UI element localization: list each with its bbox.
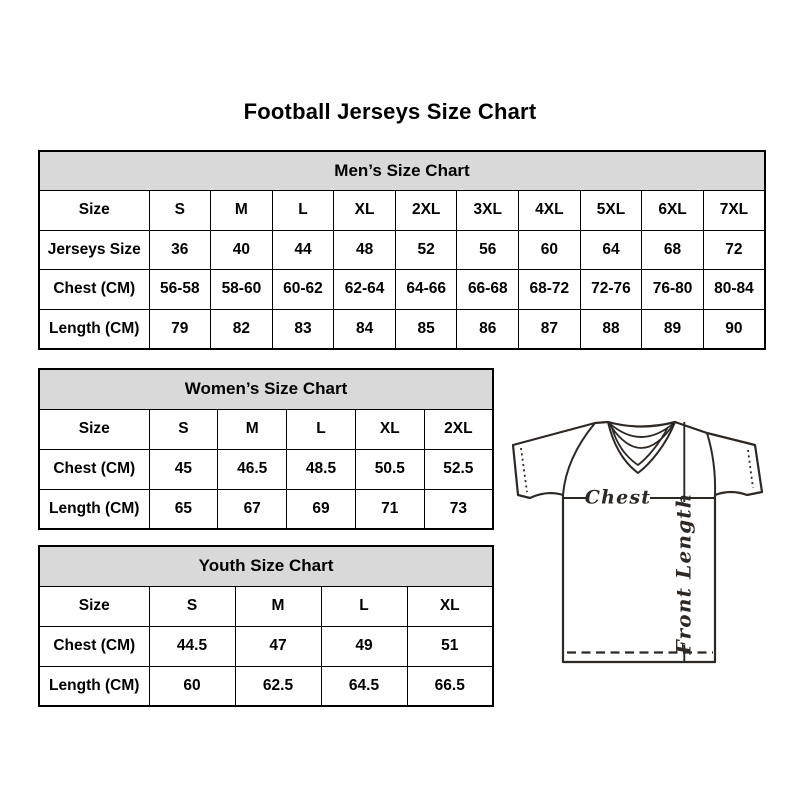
value-cell: L [321, 586, 407, 626]
value-cell: 68 [642, 230, 704, 270]
page-title: Football Jerseys Size Chart [243, 99, 537, 124]
value-cell: 84 [334, 309, 396, 349]
value-cell: 73 [424, 489, 493, 529]
mens-size-chart-table [38, 150, 766, 350]
value-cell: 68-72 [519, 270, 581, 310]
value-cell: 6XL [642, 191, 704, 231]
womens-size-chart-table [38, 368, 494, 530]
value-cell: XL [407, 586, 493, 626]
value-cell: 50.5 [355, 449, 424, 489]
value-cell: 87 [519, 309, 581, 349]
value-cell: XL [355, 409, 424, 449]
table-row [39, 626, 493, 666]
value-cell: 44.5 [149, 626, 235, 666]
table-title: Youth Size Chart [39, 546, 493, 586]
table-row [39, 230, 765, 270]
value-cell: 7XL [703, 191, 765, 231]
value-cell: 51 [407, 626, 493, 666]
value-cell: M [211, 191, 273, 231]
row-label-cell: Length (CM) [39, 666, 149, 706]
value-cell: 48 [334, 230, 396, 270]
value-cell: 64-66 [395, 270, 457, 310]
value-cell: 64 [580, 230, 642, 270]
value-cell: 82 [211, 309, 273, 349]
value-cell: 67 [218, 489, 287, 529]
value-cell: 88 [580, 309, 642, 349]
value-cell: 85 [395, 309, 457, 349]
table-title-row [39, 546, 493, 586]
jersey-outline [513, 422, 762, 662]
chest-label: Chest [584, 486, 652, 509]
value-cell: M [235, 586, 321, 626]
value-cell: S [149, 586, 235, 626]
table-title-row [39, 151, 765, 191]
row-label-cell: Jerseys Size [39, 230, 149, 270]
table-row [39, 191, 765, 231]
row-label-cell: Size [39, 191, 149, 231]
value-cell: M [218, 409, 287, 449]
value-cell: 5XL [580, 191, 642, 231]
value-cell: 76-80 [642, 270, 704, 310]
value-cell: 52 [395, 230, 457, 270]
value-cell: 45 [149, 449, 218, 489]
value-cell: S [149, 191, 211, 231]
value-cell: 79 [149, 309, 211, 349]
value-cell: L [272, 191, 334, 231]
value-cell: 4XL [519, 191, 581, 231]
table-row [39, 666, 493, 706]
value-cell: XL [334, 191, 396, 231]
value-cell: 60 [149, 666, 235, 706]
value-cell: 56 [457, 230, 519, 270]
youth-size-chart-table [38, 545, 494, 707]
value-cell: 3XL [457, 191, 519, 231]
value-cell: 66-68 [457, 270, 519, 310]
table-row [39, 409, 493, 449]
value-cell: S [149, 409, 218, 449]
table-row [39, 309, 765, 349]
value-cell: 90 [703, 309, 765, 349]
value-cell: 72 [703, 230, 765, 270]
value-cell: 40 [211, 230, 273, 270]
table-row [39, 270, 765, 310]
table-row [39, 489, 493, 529]
front-length-label: Front Length [671, 492, 696, 655]
value-cell: 72-76 [580, 270, 642, 310]
value-cell: 69 [287, 489, 356, 529]
value-cell: 66.5 [407, 666, 493, 706]
value-cell: 89 [642, 309, 704, 349]
value-cell: 46.5 [218, 449, 287, 489]
value-cell: 86 [457, 309, 519, 349]
table-title-row [39, 369, 493, 409]
value-cell: 49 [321, 626, 407, 666]
value-cell: 62.5 [235, 666, 321, 706]
table-title: Men’s Size Chart [39, 151, 765, 191]
value-cell: 58-60 [211, 270, 273, 310]
value-cell: 52.5 [424, 449, 493, 489]
value-cell: 71 [355, 489, 424, 529]
value-cell: 2XL [424, 409, 493, 449]
row-label-cell: Size [39, 409, 149, 449]
row-label-cell: Chest (CM) [39, 270, 149, 310]
table-row [39, 449, 493, 489]
value-cell: 65 [149, 489, 218, 529]
value-cell: 60 [519, 230, 581, 270]
row-label-cell: Chest (CM) [39, 626, 149, 666]
value-cell: 62-64 [334, 270, 396, 310]
row-label-cell: Length (CM) [39, 309, 149, 349]
value-cell: 48.5 [287, 449, 356, 489]
value-cell: 60-62 [272, 270, 334, 310]
row-label-cell: Length (CM) [39, 489, 149, 529]
table-row [39, 586, 493, 626]
jersey-measurement-diagram [500, 400, 780, 680]
value-cell: 80-84 [703, 270, 765, 310]
value-cell: 56-58 [149, 270, 211, 310]
value-cell: 47 [235, 626, 321, 666]
row-label-cell: Size [39, 586, 149, 626]
value-cell: 83 [272, 309, 334, 349]
row-label-cell: Chest (CM) [39, 449, 149, 489]
value-cell: 64.5 [321, 666, 407, 706]
value-cell: 36 [149, 230, 211, 270]
value-cell: 2XL [395, 191, 457, 231]
table-title: Women’s Size Chart [39, 369, 493, 409]
value-cell: 44 [272, 230, 334, 270]
value-cell: L [287, 409, 356, 449]
